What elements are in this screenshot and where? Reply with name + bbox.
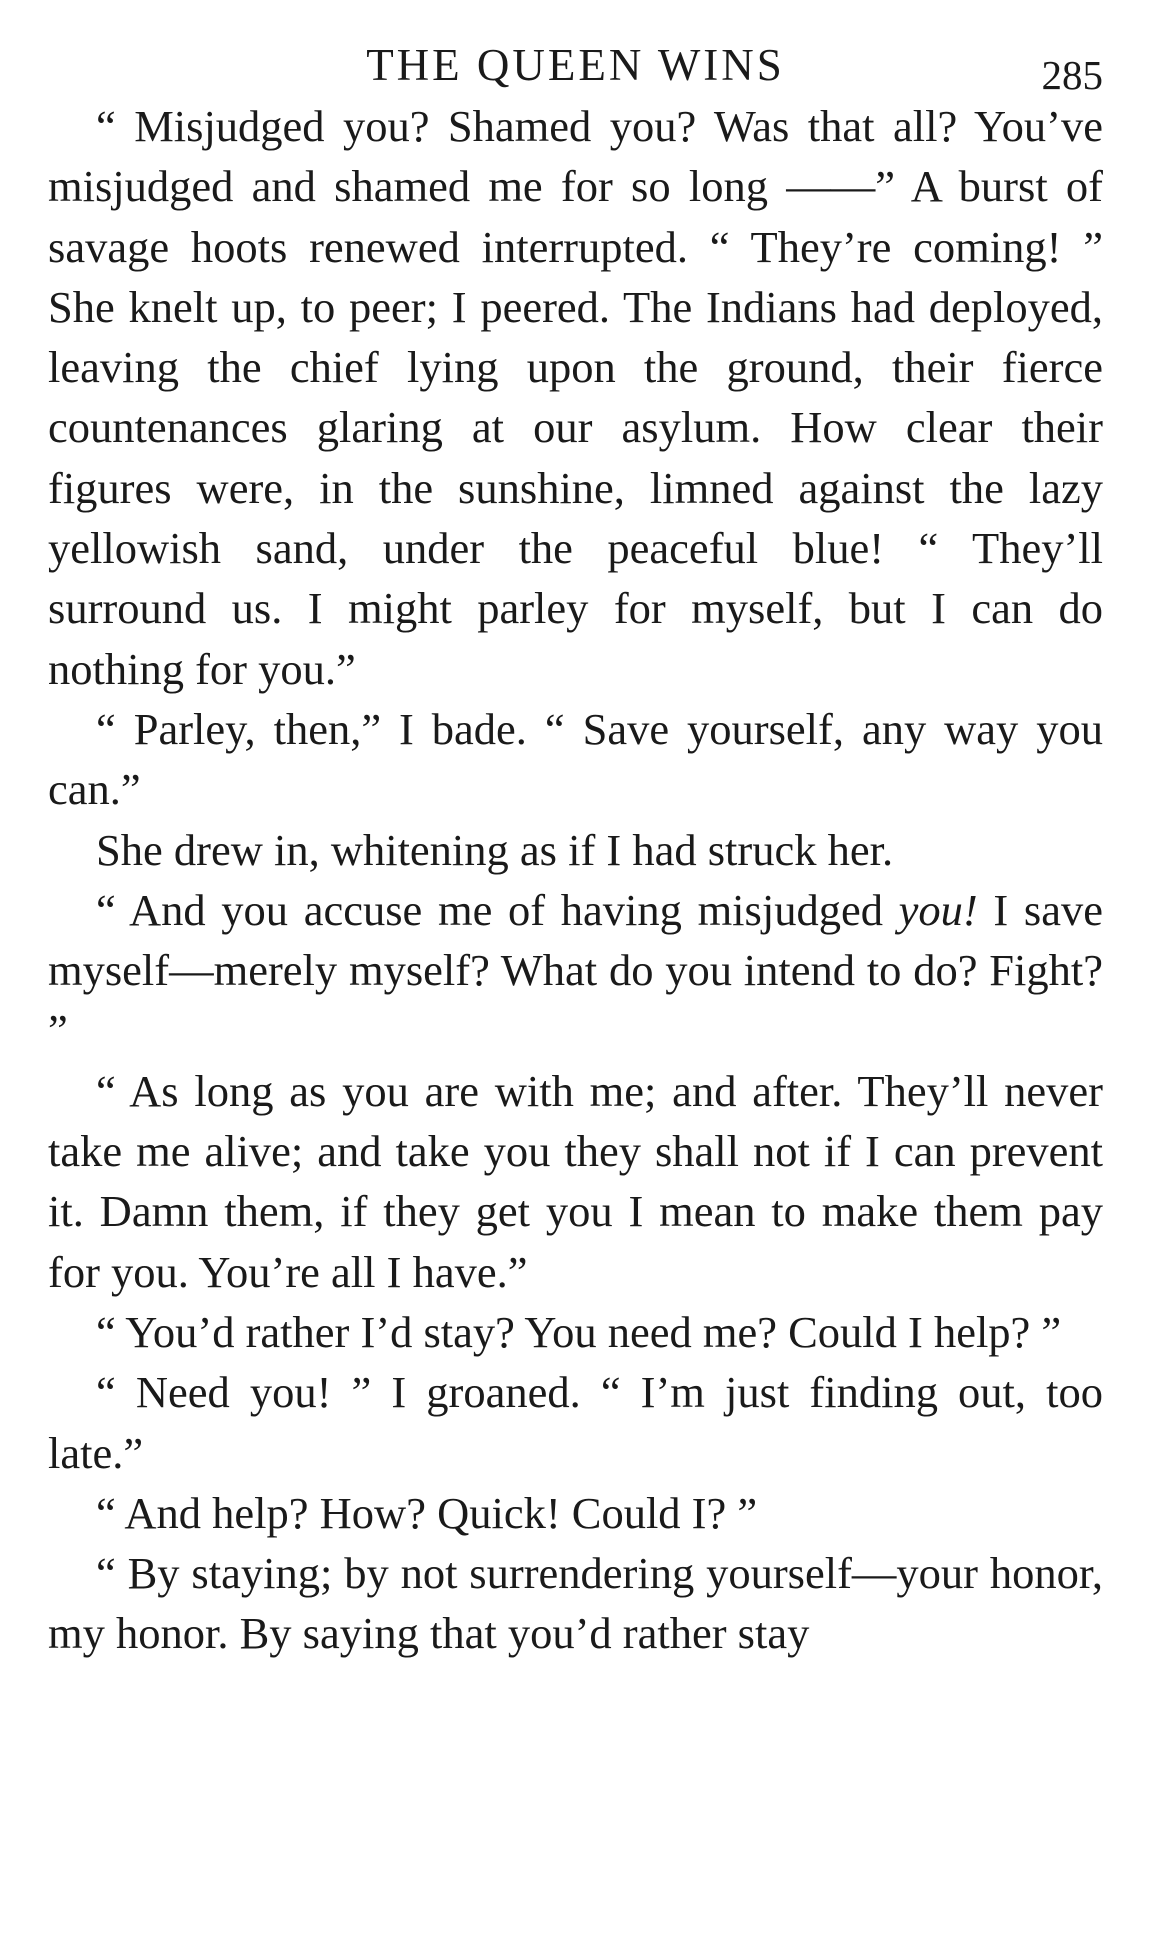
paragraph: “ Need you! ” I groaned. “ I’m just finding out, too late.”	[48, 1367, 1103, 1478]
chapter-title: THE QUEEN WINS	[366, 40, 785, 90]
paragraph: “ You’d rather I’d stay? You need me? Could I help? ”	[96, 1306, 1062, 1357]
body-text	[48, 96, 1103, 1664]
paragraph: “ Parley, then,” I bade. “ Save yourself, any way you can.”	[48, 703, 1103, 815]
paragraph: “ By staying; by not surrendering yourself—your honor, my honor. By saying that you’d rather stay	[48, 1548, 1103, 1659]
paragraph: “ As long as you are with me; and after. They’ll never take me alive; and take you they shall not if I can prevent it. Damn them, if they get you I mean to make them pay for you. You’re all I have.”	[48, 1065, 1103, 1297]
paragraph	[48, 880, 1103, 1061]
page-number: 285	[1041, 52, 1103, 98]
paragraph-text: I save myself—merely myself? What do you intend to do? Fight? ”	[48, 884, 1104, 1056]
running-head	[48, 30, 1103, 96]
emphasized-word: you!	[898, 884, 978, 935]
paragraph: “ And help? How? Quick! Could I? ”	[96, 1487, 758, 1538]
paragraph: She drew in, whitening as if I had struck her.	[96, 824, 894, 875]
paragraph: “ Misjudged you? Shamed you? Was that all? You’ve misjudged and shamed me for so long ——” A burst of savage hoots renewed interrupted. “ They’re coming! ” She knelt up, to peer; I peered. The Indians had deployed, leaving the chief lying upon the ground, their fierce countenances glaring at our asylum. How clear their figures were, in the sunshine, limned against the lazy yellowish sand, under the peaceful blue! “ They’ll surround us. I might parley for myself, but I can do nothing for you.”	[48, 101, 1103, 694]
book-page	[48, 30, 1103, 1664]
paragraph-text: “ And you accuse me of having misjudged	[96, 884, 899, 935]
